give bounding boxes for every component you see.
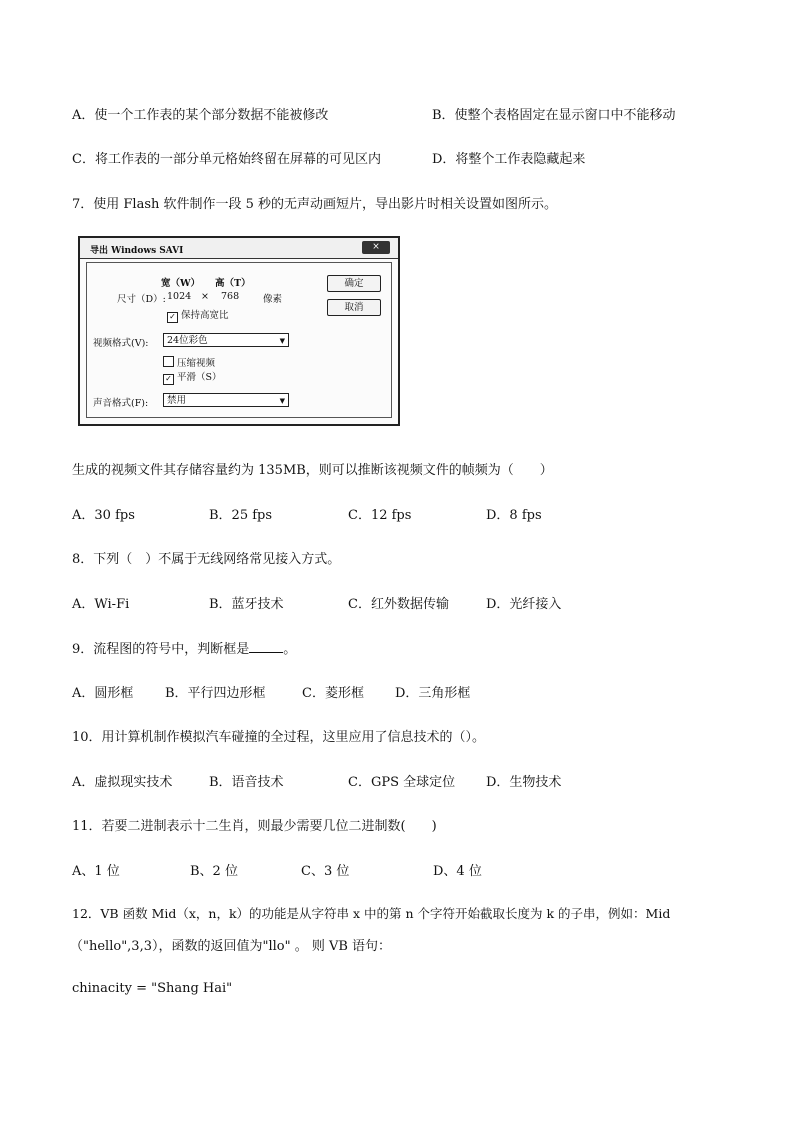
q11-option-c: C、3 位	[301, 864, 350, 879]
compress-video-checkbox	[163, 355, 215, 369]
q10-option-c: C．GPS 全球定位	[348, 775, 456, 790]
checkbox-checked-icon: ✓	[163, 374, 174, 385]
audio-format-value: 禁用	[167, 395, 187, 406]
keep-ratio-checkbox	[167, 307, 229, 323]
video-format-select	[163, 333, 289, 347]
audio-format-label: 声音格式(F):	[93, 398, 149, 409]
video-format-value: 24位彩色	[167, 335, 208, 346]
q7-option-d: D．8 fps	[486, 508, 542, 523]
keep-ratio-label: 保持高宽比	[181, 310, 229, 321]
q7-option-c: C．12 fps	[348, 508, 412, 523]
unit-label: 像素	[263, 294, 283, 305]
q10-option-d: D．生物技术	[486, 775, 562, 790]
chevron-down-icon: ▼	[279, 337, 285, 345]
q8-stem: 8．下列（ ）不属于无线网络常见接入方式。	[72, 552, 341, 567]
height-value: 768	[221, 291, 240, 302]
cancel-button: 取消	[327, 299, 381, 316]
height-label: 高（T）	[215, 278, 251, 289]
q8-option-d: D．光纤接入	[486, 597, 562, 612]
smooth-label: 平滑（S）	[177, 372, 222, 383]
q6-option-a: A．使一个工作表的某个部分数据不能被修改	[72, 108, 329, 123]
q11-stem: 11．若要二进制表示十二生肖，则最少需要几位二进制数( )	[72, 819, 437, 834]
dialog-title: 导出 Windows SAVI	[90, 246, 184, 256]
q10-stem: 10．用计算机制作模拟汽车碰撞的全过程，这里应用了信息技术的（）。	[72, 730, 486, 745]
q9-option-a: A．圆形框	[72, 686, 134, 701]
width-label: 宽（W）	[161, 278, 201, 289]
q6-option-d: D．将整个工作表隐藏起来	[432, 152, 586, 167]
q11-option-d: D、4 位	[433, 864, 482, 879]
size-label: 尺寸（D）:	[117, 294, 166, 305]
chevron-down-icon: ▼	[279, 397, 285, 405]
width-value: 1024	[167, 291, 192, 302]
q8-option-b: B．蓝牙技术	[209, 597, 284, 612]
smooth-checkbox	[163, 369, 222, 385]
q8-option-a: A．Wi-Fi	[72, 597, 130, 612]
q9-stem-text: 9．流程图的符号中，判断框是	[72, 642, 250, 657]
dialog-body	[86, 262, 392, 418]
q6-option-c: C．将工作表的一部分单元格始终留在屏幕的可见区内	[72, 152, 381, 167]
checkbox-checked-icon: ✓	[167, 312, 178, 323]
dialog-title-bar	[80, 238, 398, 259]
q12-line-1: 12．VB 函数 Mid（x，n，k）的功能是从字符串 x 中的第 n 个字符开始截取长度为 k 的子串，例如：Mid	[72, 906, 671, 921]
q9-option-b: B．平行四边形框	[165, 686, 266, 701]
answer-blank	[249, 652, 283, 653]
q9-option-c: C．菱形框	[302, 686, 364, 701]
q6-option-b: B．使整个表格固定在显示窗口中不能移动	[432, 108, 676, 123]
q12-code: chinacity = "Shang Hai"	[72, 981, 233, 996]
audio-format-select	[163, 393, 289, 407]
q9-stem-end: 。	[283, 642, 297, 657]
q9-option-d: D．三角形框	[395, 686, 471, 701]
close-icon: ×	[362, 241, 390, 254]
q7-question: 生成的视频文件其存储容量约为 135MB，则可以推断该视频文件的帧频为（ ）	[72, 463, 553, 478]
q10-option-b: B．语音技术	[209, 775, 284, 790]
q10-option-a: A．虚拟现实技术	[72, 775, 173, 790]
q7-option-a: A．30 fps	[72, 508, 135, 523]
q7-option-b: B．25 fps	[209, 508, 273, 523]
export-dialog-figure	[78, 236, 400, 426]
video-format-label: 视频格式(V):	[93, 338, 149, 349]
q12-line-2: （"hello",3,3），函数的返回值为"llo" 。 则 VB 语句：	[70, 939, 392, 954]
q11-option-a: A、1 位	[72, 864, 120, 879]
ok-button: 确定	[327, 275, 381, 292]
q9-stem	[72, 638, 296, 657]
q11-option-b: B、2 位	[190, 864, 238, 879]
compress-video-label: 压缩视频	[177, 358, 216, 369]
checkbox-empty-icon	[163, 356, 174, 367]
times-sign: ×	[201, 291, 209, 302]
q7-stem: 7．使用 Flash 软件制作一段 5 秒的无声动画短片，导出影片时相关设置如图所示。	[72, 197, 558, 212]
q8-option-c: C．红外数据传输	[348, 597, 449, 612]
